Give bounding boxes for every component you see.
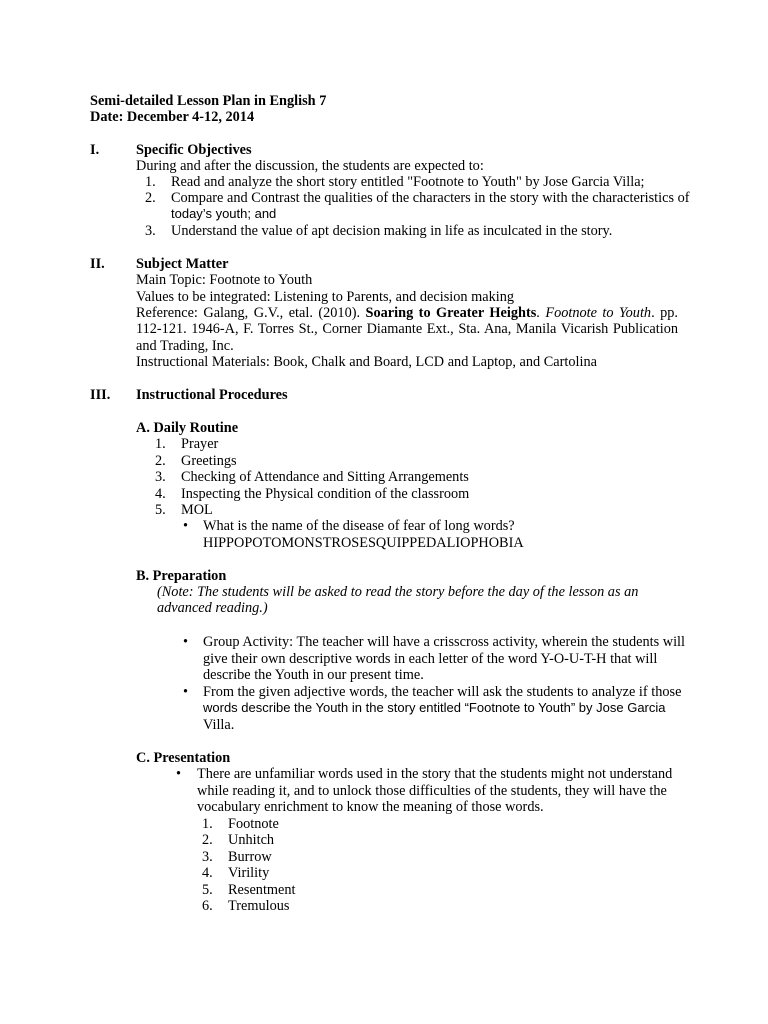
bullet-icon: • bbox=[183, 684, 189, 700]
objective-item: 1. Read and analyze the short story entitled "Footnote to Youth" by Jose Garcia Villa; bbox=[145, 174, 645, 190]
document-title: Semi-detailed Lesson Plan in English 7 bbox=[90, 93, 327, 109]
vocabulary-word: 2. Unhitch bbox=[202, 832, 275, 848]
preparation-note: advanced reading.) bbox=[157, 600, 268, 616]
section-1-heading: Specific Objectives bbox=[136, 142, 252, 158]
bullet-icon: • bbox=[183, 634, 189, 650]
presentation-text: vocabulary enrichment to know the meaning of those words. bbox=[197, 799, 544, 815]
group-activity-text: give their own descriptive words in each letter of the word Y-O-U-T-H that will bbox=[203, 651, 658, 667]
section-2-heading: Subject Matter bbox=[136, 256, 229, 272]
presentation-text: There are unfamiliar words used in the story that the students might not understand bbox=[197, 766, 673, 782]
values-integrated: Values to be integrated: Listening to Parents, and decision making bbox=[136, 289, 514, 305]
adjective-analysis-text: Villa. bbox=[203, 717, 235, 733]
objective-item: 2. Compare and Contrast the qualities of the characters in the story with the characteristics of bbox=[145, 190, 690, 206]
objectives-intro: During and after the discussion, the students are expected to: bbox=[136, 158, 484, 174]
vocabulary-word: 3. Burrow bbox=[202, 849, 272, 865]
mol-question: What is the name of the disease of fear of long words? bbox=[203, 518, 515, 534]
vocabulary-word: 1. Footnote bbox=[202, 816, 279, 832]
group-activity-text: Group Activity: The teacher will have a crisscross activity, wherein the students will bbox=[203, 634, 685, 650]
vocabulary-word: 4. Virility bbox=[202, 865, 270, 881]
mol-answer: HIPPOPOTOMONSTROSESQUIPPEDALIOPHOBIA bbox=[203, 535, 524, 551]
routine-item: 1. Prayer bbox=[155, 436, 219, 452]
routine-item: 4. Inspecting the Physical condition of the classroom bbox=[155, 486, 470, 502]
bullet-icon: • bbox=[183, 518, 189, 534]
document-date: Date: December 4-12, 2014 bbox=[90, 109, 255, 125]
vocabulary-word: 5. Resentment bbox=[202, 882, 296, 898]
routine-item: 5. MOL bbox=[155, 502, 213, 518]
adjective-analysis-text: words describe the Youth in the story entitled “Footnote to Youth” by Jose Garcia bbox=[203, 700, 666, 715]
section-3-heading: Instructional Procedures bbox=[136, 387, 288, 403]
presentation-heading: C. Presentation bbox=[136, 750, 231, 766]
section-3-numeral: III. bbox=[90, 387, 111, 403]
daily-routine-heading: A. Daily Routine bbox=[136, 420, 239, 436]
preparation-heading: B. Preparation bbox=[136, 568, 227, 584]
routine-item: 3. Checking of Attendance and Sitting Arrangements bbox=[155, 469, 469, 485]
bullet-icon: • bbox=[176, 766, 182, 782]
reference: Reference: Galang, G.V., etal. (2010). Soaring to Greater Heights. Footnote to Youth. pp. 112-121. 1946-A, F. Torres St., Corner Diamante Ext., Sta. Ana, Manila Vicarish Publication and Trading, Inc. bbox=[136, 305, 678, 354]
preparation-note: (Note: The students will be asked to read the story before the day of the lesson as an bbox=[157, 584, 639, 600]
group-activity-text: describe the Youth in our present time. bbox=[203, 667, 424, 683]
vocabulary-word: 6. Tremulous bbox=[202, 898, 290, 914]
routine-item: 2. Greetings bbox=[155, 453, 237, 469]
section-2-numeral: II. bbox=[90, 256, 105, 272]
objective-item: 3. Understand the value of apt decision making in life as inculcated in the story. bbox=[145, 223, 613, 239]
adjective-analysis-text: From the given adjective words, the teacher will ask the students to analyze if those bbox=[203, 684, 682, 700]
main-topic: Main Topic: Footnote to Youth bbox=[136, 272, 313, 288]
instructional-materials: Instructional Materials: Book, Chalk and Board, LCD and Laptop, and Cartolina bbox=[136, 354, 597, 370]
objective-item-continued: today’s youth; and bbox=[171, 206, 277, 221]
section-1-numeral: I. bbox=[90, 142, 100, 158]
presentation-text: while reading it, and to unlock those difficulties of the students, they will have the bbox=[197, 783, 667, 799]
